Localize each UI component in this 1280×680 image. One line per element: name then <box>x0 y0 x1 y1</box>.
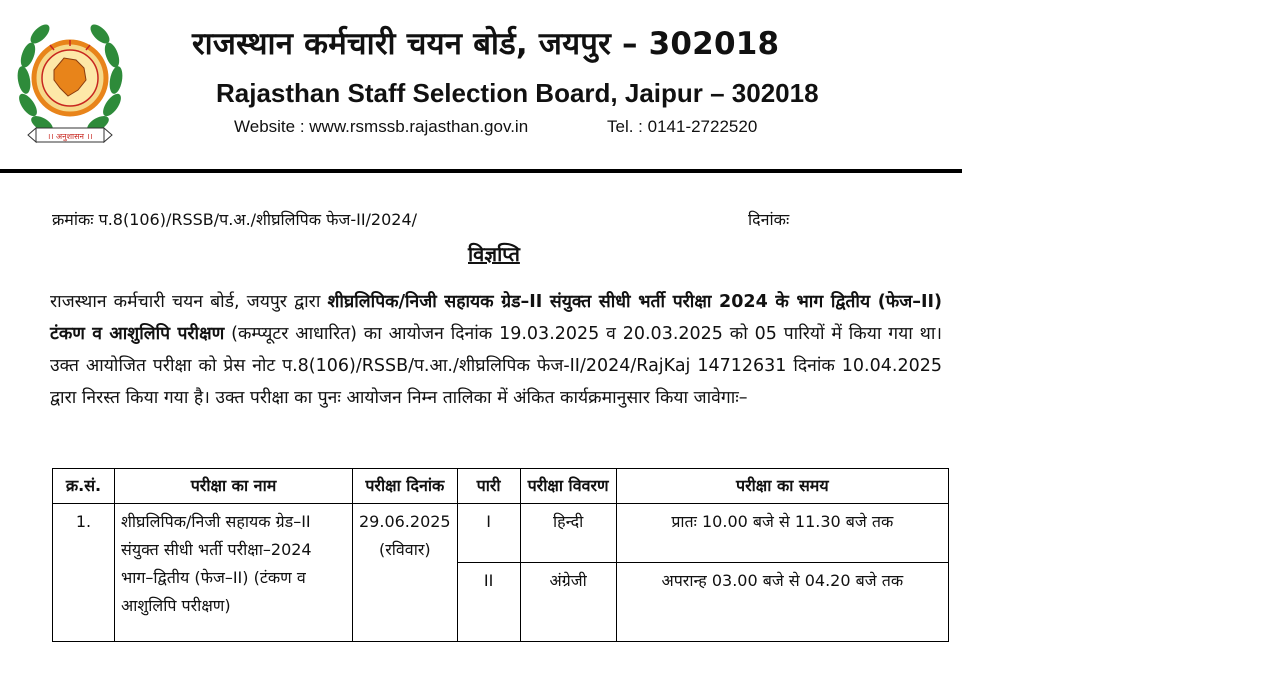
rsmssb-emblem-logo <box>14 10 126 148</box>
cell-shift-2: II <box>457 563 520 642</box>
exam-day-value: (रविवार) <box>378 540 431 559</box>
board-title-hindi: राजस्थान कर्मचारी चयन बोर्ड, जयपुर – 302018 <box>192 26 780 62</box>
header-exam-date: परीक्षा दिनांक <box>353 469 458 504</box>
exam-schedule-table <box>52 468 949 642</box>
paragraph-part1: राजस्थान कर्मचारी चयन बोर्ड, जयपुर द्वारा <box>50 292 328 312</box>
notice-heading: विज्ञप्ति <box>468 242 520 266</box>
header-exam-time: परीक्षा का समय <box>616 469 948 504</box>
website-text: Website : www.rsmssb.rajasthan.gov.in <box>234 117 529 136</box>
telephone-text: Tel. : 0141-2722520 <box>607 117 758 136</box>
cell-detail-2: अंग्रेजी <box>520 563 616 642</box>
cell-time-1: प्रातः 10.00 बजे से 11.30 बजे तक <box>616 504 948 563</box>
logo-motto: ।। अनुशासन ।। <box>47 132 93 141</box>
reference-number: क्रमांकः प.8(106)/RSSB/प.अ./शीघ्रलिपिक फेज-II/2024/ <box>52 210 418 229</box>
cell-time-2: अपरान्ह 03.00 बजे से 04.20 बजे तक <box>616 563 948 642</box>
paragraph-part2: (कम्प्यूटर आधारित) का आयोजन दिनांक 19.03.2025 व 20.03.2025 को 05 पारियों में किया गया था। उक्त आयोजित परीक्षा को प्रेस नोट प.8(106)/RSSB/प.आ./शीघ्रलिपिक फेज-II/2024/RajKaj 14712631 दिनांक 10.04.2025 द्वारा निरस्त किया गया है। उक्त परीक्षा का पुनः आयोजन निम्न तालिका में अंकित कार्यक्रमानुसार किया जावेगाः– <box>50 324 943 408</box>
header-divider <box>0 169 962 173</box>
table-header-row <box>53 469 949 504</box>
header-exam-detail: परीक्षा विवरण <box>520 469 616 504</box>
board-title-english: Rajasthan Staff Selection Board, Jaipur – 302018 <box>216 78 819 108</box>
paragraph-bold-exam-name: शीघ्रलिपिक/निजी सहायक ग्रेड–II संयुक्त सीधी भर्ती परीक्षा 2024 के भाग द्वितीय (फेज–II) टंकण व आशुलिपि परीक्षण <box>50 292 942 344</box>
exam-date-value: 29.06.2025 <box>359 512 451 531</box>
cell-detail-1: हिन्दी <box>520 504 616 563</box>
letterhead <box>0 0 962 172</box>
notice-paragraph <box>50 286 942 414</box>
header-shift: पारी <box>457 469 520 504</box>
cell-shift-1: I <box>457 504 520 563</box>
header-exam-name: परीक्षा का नाम <box>115 469 353 504</box>
cell-sno: 1. <box>53 504 115 642</box>
date-label: दिनांकः <box>748 210 790 229</box>
header-sno: क्र.सं. <box>53 469 115 504</box>
cell-exam-date <box>353 504 458 642</box>
table-row <box>53 504 949 563</box>
cell-exam-name: शीघ्रलिपिक/निजी सहायक ग्रेड–II संयुक्त सीधी भर्ती परीक्षा–2024 भाग–द्वितीय (फेज–II) (टंकण व आशुलिपि परीक्षण) <box>115 504 353 642</box>
